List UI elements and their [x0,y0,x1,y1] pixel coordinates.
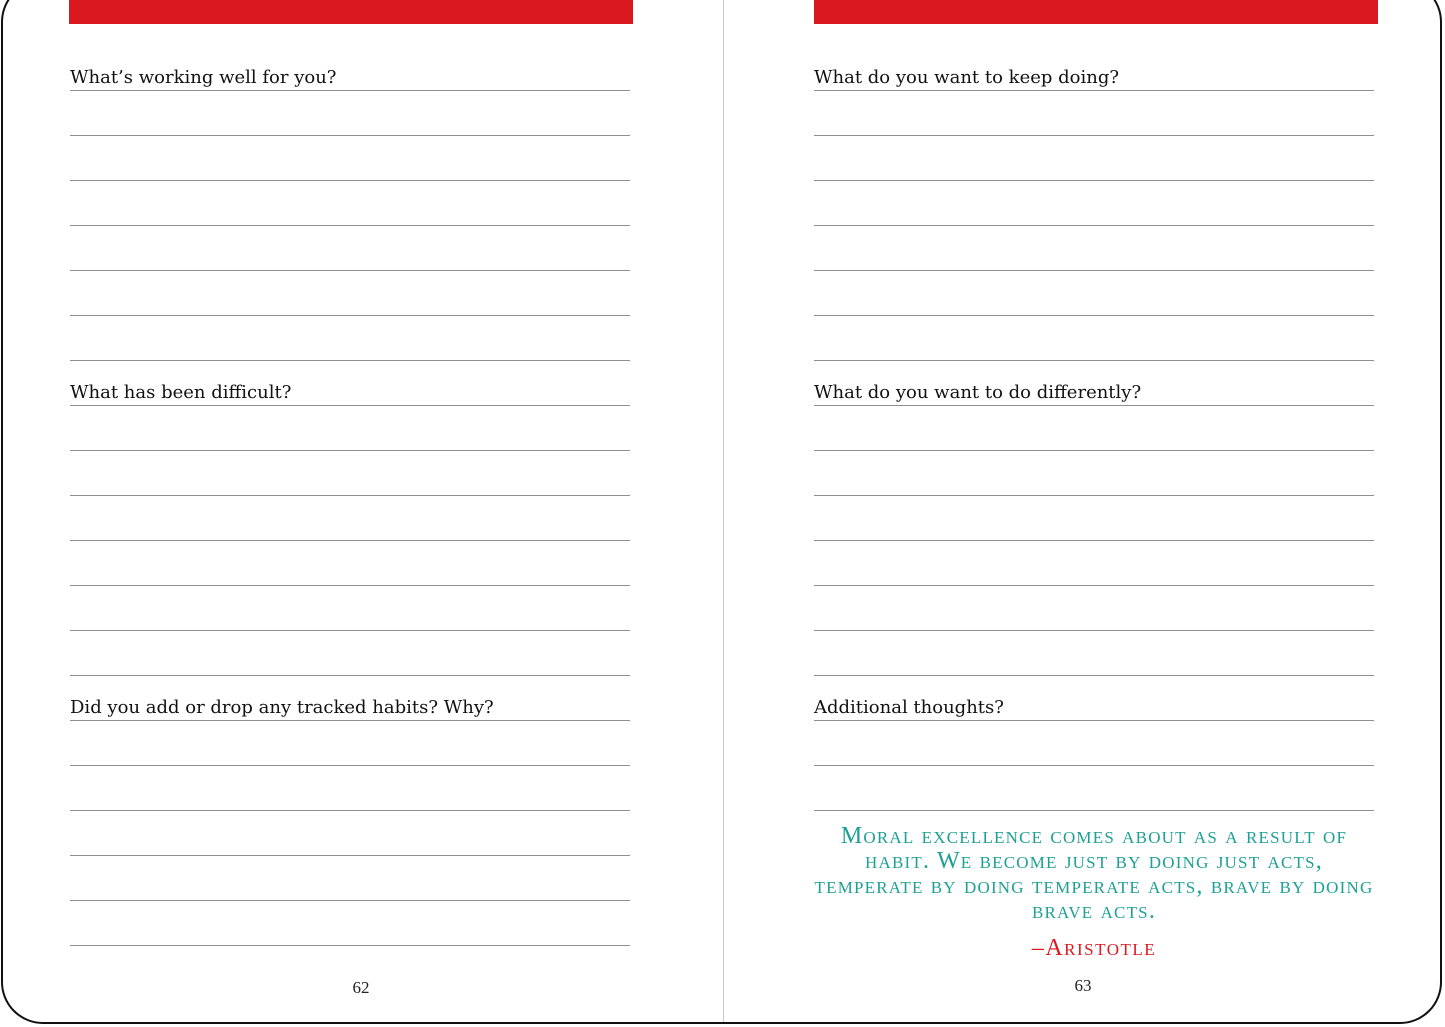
writing-line[interactable] [70,360,630,361]
writing-line[interactable] [814,720,1374,721]
writing-line[interactable] [70,270,630,271]
writing-line[interactable] [70,585,630,586]
page-gutter [723,0,724,1024]
writing-line[interactable] [814,495,1374,496]
writing-line[interactable] [70,810,630,811]
question-working-well: What’s working well for you? [70,67,337,88]
writing-line[interactable] [70,495,630,496]
question-difficult: What has been difficult? [70,382,292,403]
writing-line[interactable] [814,270,1374,271]
writing-line[interactable] [814,540,1374,541]
writing-line[interactable] [814,765,1374,766]
writing-line[interactable] [70,180,630,181]
writing-line[interactable] [70,675,630,676]
page-number-left: 62 [352,978,370,997]
left-red-tab [69,0,633,24]
aristotle-quote: Moral excellence comes about as a result of habit. We become just by doing just acts, temperate by doing temperate acts, brave by doing brave acts. [814,823,1374,924]
writing-line[interactable] [814,585,1374,586]
writing-line[interactable] [814,180,1374,181]
right-red-tab [814,0,1378,24]
writing-line[interactable] [70,405,630,406]
quote-author: –Aristotle [1031,935,1157,961]
writing-line[interactable] [814,405,1374,406]
writing-line[interactable] [814,135,1374,136]
writing-line[interactable] [70,945,630,946]
page-number-right: 63 [1074,976,1092,995]
writing-line[interactable] [814,90,1374,91]
writing-line[interactable] [70,630,630,631]
writing-line[interactable] [70,315,630,316]
writing-line[interactable] [814,630,1374,631]
writing-line[interactable] [70,225,630,226]
writing-line[interactable] [70,540,630,541]
writing-line[interactable] [814,360,1374,361]
writing-line[interactable] [814,675,1374,676]
writing-line[interactable] [814,450,1374,451]
writing-line[interactable] [70,765,630,766]
question-keep-doing: What do you want to keep doing? [814,67,1119,88]
writing-line[interactable] [70,450,630,451]
writing-line[interactable] [814,315,1374,316]
writing-line[interactable] [70,900,630,901]
question-do-differently: What do you want to do differently? [814,382,1142,403]
writing-line[interactable] [814,810,1374,811]
question-habits-changed: Did you add or drop any tracked habits? Why? [70,697,494,718]
writing-line[interactable] [70,855,630,856]
writing-line[interactable] [70,720,630,721]
writing-line[interactable] [70,135,630,136]
writing-line[interactable] [814,225,1374,226]
question-additional-thoughts: Additional thoughts? [814,697,1004,718]
writing-line[interactable] [70,90,630,91]
